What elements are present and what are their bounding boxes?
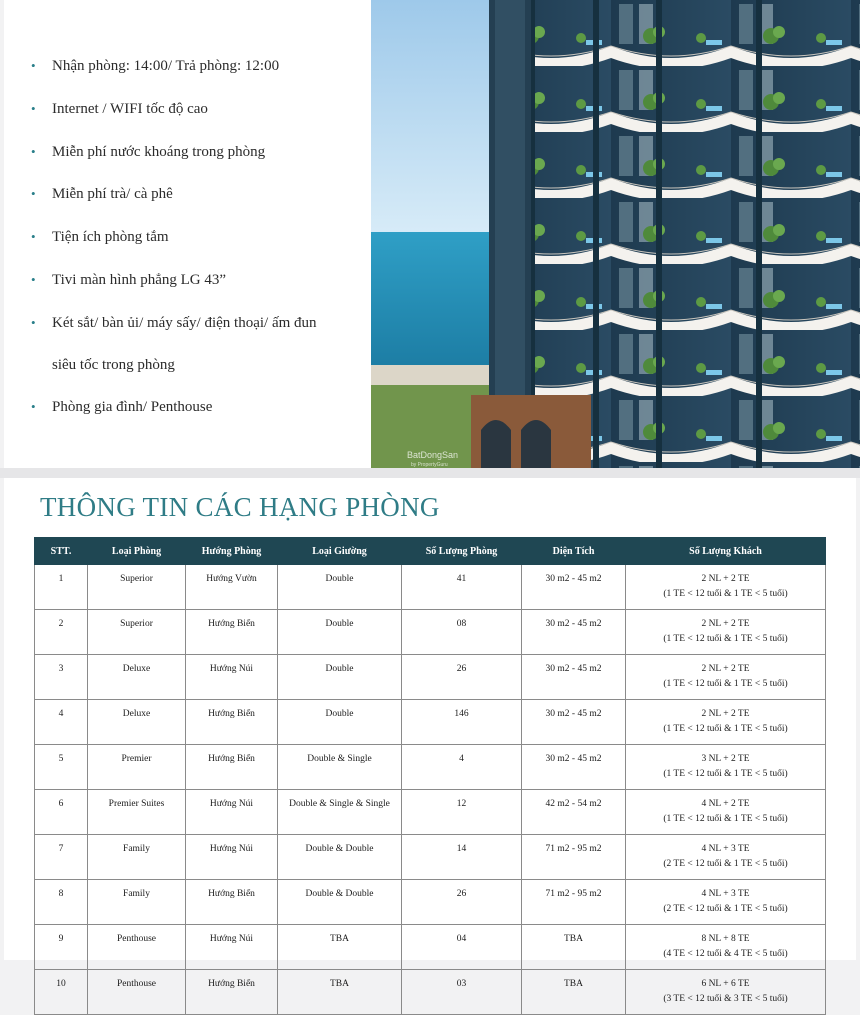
guest-count-note: (1 TE < 12 tuổi & 1 TE < 5 tuổi) xyxy=(663,589,788,599)
table-header-row xyxy=(35,538,826,565)
watermark-text: BatDongSan xyxy=(407,450,459,460)
cell-guest-count xyxy=(626,745,826,790)
guest-count-note: (1 TE < 12 tuổi & 1 TE < 5 tuổi) xyxy=(663,769,788,779)
header-room-type: Loại Phòng xyxy=(88,538,186,565)
table-row xyxy=(35,790,826,835)
cell-stt: 1 xyxy=(35,565,88,610)
cell-room-count: 08 xyxy=(402,610,522,655)
bullet-icon: • xyxy=(31,229,36,244)
cell-guest-count xyxy=(626,655,826,700)
guest-count-note: (1 TE < 12 tuổi & 1 TE < 5 tuổi) xyxy=(663,634,788,644)
cell-guest-count xyxy=(626,610,826,655)
cell-room-view: Hướng Núi xyxy=(186,655,278,700)
header-room-count: Số Lượng Phòng xyxy=(402,538,522,565)
guest-count-main: 2 NL + 2 TE xyxy=(701,709,750,719)
table-row xyxy=(35,925,826,970)
section-divider xyxy=(0,468,860,478)
header-area: Diện Tích xyxy=(522,538,626,565)
section-title: THÔNG TIN CÁC HẠNG PHÒNG xyxy=(40,492,440,522)
cell-stt: 6 xyxy=(35,790,88,835)
cell-area: 71 m2 - 95 m2 xyxy=(522,835,626,880)
cell-bed-type: Double & Double xyxy=(278,835,402,880)
cell-room-type: Premier xyxy=(88,745,186,790)
guest-count-note: (2 TE < 12 tuổi & 1 TE < 5 tuổi) xyxy=(663,904,788,914)
guest-count-note: (1 TE < 12 tuổi & 1 TE < 5 tuổi) xyxy=(663,724,788,734)
table-row xyxy=(35,970,826,1015)
cell-room-type: Deluxe xyxy=(88,655,186,700)
cell-room-count: 41 xyxy=(402,565,522,610)
table-row xyxy=(35,700,826,745)
cell-stt: 5 xyxy=(35,745,88,790)
cell-area: 30 m2 - 45 m2 xyxy=(522,700,626,745)
cell-room-type: Family xyxy=(88,835,186,880)
guest-count-main: 4 NL + 2 TE xyxy=(701,799,750,809)
cell-room-view: Hướng Núi xyxy=(186,790,278,835)
cell-room-count: 26 xyxy=(402,655,522,700)
cell-room-type: Family xyxy=(88,880,186,925)
header-bed-type: Loại Giường xyxy=(278,538,402,565)
guest-count-note: (4 TE < 12 tuổi & 4 TE < 5 tuổi) xyxy=(663,949,788,959)
cell-bed-type: Double & Double xyxy=(278,880,402,925)
cell-area: 30 m2 - 45 m2 xyxy=(522,745,626,790)
bullet-icon: • xyxy=(31,101,36,116)
cell-guest-count xyxy=(626,925,826,970)
cell-stt: 4 xyxy=(35,700,88,745)
table-row xyxy=(35,655,826,700)
cell-area: 30 m2 - 45 m2 xyxy=(522,565,626,610)
guest-count-note: (1 TE < 12 tuổi & 1 TE < 5 tuổi) xyxy=(663,814,788,824)
hotel-building-photo xyxy=(371,0,860,468)
cell-guest-count xyxy=(626,880,826,925)
bullet-icon: • xyxy=(31,58,36,73)
guest-count-main: 6 NL + 6 TE xyxy=(701,979,750,989)
cell-room-count: 146 xyxy=(402,700,522,745)
cell-room-type: Deluxe xyxy=(88,700,186,745)
table-row xyxy=(35,610,826,655)
cell-guest-count xyxy=(626,970,826,1015)
guest-count-main: 2 NL + 2 TE xyxy=(701,619,750,629)
table-row xyxy=(35,745,826,790)
cell-room-view: Hướng Biển xyxy=(186,880,278,925)
cell-guest-count xyxy=(626,790,826,835)
header-stt: STT. xyxy=(35,538,88,565)
cell-stt: 3 xyxy=(35,655,88,700)
bullet-icon: • xyxy=(31,272,36,287)
cell-bed-type: TBA xyxy=(278,925,402,970)
amenities-panel: • Nhận phòng: 14:00/ Trả phòng: 12:00 • Internet / WIFI tốc độ cao • Miễn phí nước khoáng trong phòng • Miễn phí trà/ cà phê • Tiện ích phòng tắm • Tivi màn hình phẳng LG 43” • Két sắt/ bàn ủi/ máy sấy/ điện thoại/ ấm đun siêu tốc trong phòng • Phòng gia đình/ Penthouse xyxy=(4,0,371,468)
cell-area: TBA xyxy=(522,970,626,1015)
guest-count-main: 2 NL + 2 TE xyxy=(701,574,750,584)
table-row xyxy=(35,835,826,880)
guest-count-main: 8 NL + 8 TE xyxy=(701,934,750,944)
room-types-panel xyxy=(4,478,856,1004)
cell-room-view: Hướng Biển xyxy=(186,700,278,745)
cell-stt: 2 xyxy=(35,610,88,655)
cell-stt: 7 xyxy=(35,835,88,880)
bullet-icon: • xyxy=(31,315,36,330)
cell-room-view: Hướng Núi xyxy=(186,925,278,970)
watermark-subtext: by PropertyGuru xyxy=(411,462,448,468)
guest-count-note: (2 TE < 12 tuổi & 1 TE < 5 tuổi) xyxy=(663,859,788,869)
guest-count-main: 3 NL + 2 TE xyxy=(701,754,750,764)
building-illustration xyxy=(371,0,860,468)
guest-count-main: 4 NL + 3 TE xyxy=(701,844,750,854)
cell-guest-count xyxy=(626,565,826,610)
cell-room-count: 12 xyxy=(402,790,522,835)
room-types-table xyxy=(34,537,826,1015)
cell-room-type: Superior xyxy=(88,565,186,610)
cell-room-count: 26 xyxy=(402,880,522,925)
cell-area: 30 m2 - 45 m2 xyxy=(522,610,626,655)
cell-room-type: Penthouse xyxy=(88,970,186,1015)
cell-room-type: Premier Suites xyxy=(88,790,186,835)
cell-area: 42 m2 - 54 m2 xyxy=(522,790,626,835)
cell-bed-type: Double & Single & Single xyxy=(278,790,402,835)
cell-guest-count xyxy=(626,835,826,880)
cell-room-view: Hướng Biển xyxy=(186,610,278,655)
guest-count-note: (3 TE < 12 tuổi & 3 TE < 5 tuổi) xyxy=(663,994,788,1004)
cell-room-type: Penthouse xyxy=(88,925,186,970)
bullet-icon: • xyxy=(31,144,36,159)
cell-stt: 9 xyxy=(35,925,88,970)
cell-room-count: 04 xyxy=(402,925,522,970)
bullet-icon: • xyxy=(31,399,36,414)
cell-room-view: Hướng Vườn xyxy=(186,565,278,610)
cell-room-view: Hướng Biển xyxy=(186,745,278,790)
cell-bed-type: Double & Single xyxy=(278,745,402,790)
cell-room-view: Hướng Núi xyxy=(186,835,278,880)
table-row xyxy=(35,565,826,610)
guest-count-note: (1 TE < 12 tuổi & 1 TE < 5 tuổi) xyxy=(663,679,788,689)
bullet-icon: • xyxy=(31,186,36,201)
cell-stt: 10 xyxy=(35,970,88,1015)
cell-room-count: 14 xyxy=(402,835,522,880)
cell-bed-type: Double xyxy=(278,565,402,610)
cell-room-view: Hướng Biển xyxy=(186,970,278,1015)
cell-bed-type: Double xyxy=(278,655,402,700)
guest-count-main: 2 NL + 2 TE xyxy=(701,664,750,674)
cell-area: 30 m2 - 45 m2 xyxy=(522,655,626,700)
cell-room-type: Superior xyxy=(88,610,186,655)
guest-count-main: 4 NL + 3 TE xyxy=(701,889,750,899)
cell-room-count: 03 xyxy=(402,970,522,1015)
cell-area: TBA xyxy=(522,925,626,970)
cell-stt: 8 xyxy=(35,880,88,925)
cell-bed-type: Double xyxy=(278,700,402,745)
cell-bed-type: TBA xyxy=(278,970,402,1015)
cell-bed-type: Double xyxy=(278,610,402,655)
header-room-view: Hướng Phòng xyxy=(186,538,278,565)
cell-room-count: 4 xyxy=(402,745,522,790)
cell-guest-count xyxy=(626,700,826,745)
header-guest-count: Số Lượng Khách xyxy=(626,538,826,565)
table-row xyxy=(35,880,826,925)
cell-area: 71 m2 - 95 m2 xyxy=(522,880,626,925)
